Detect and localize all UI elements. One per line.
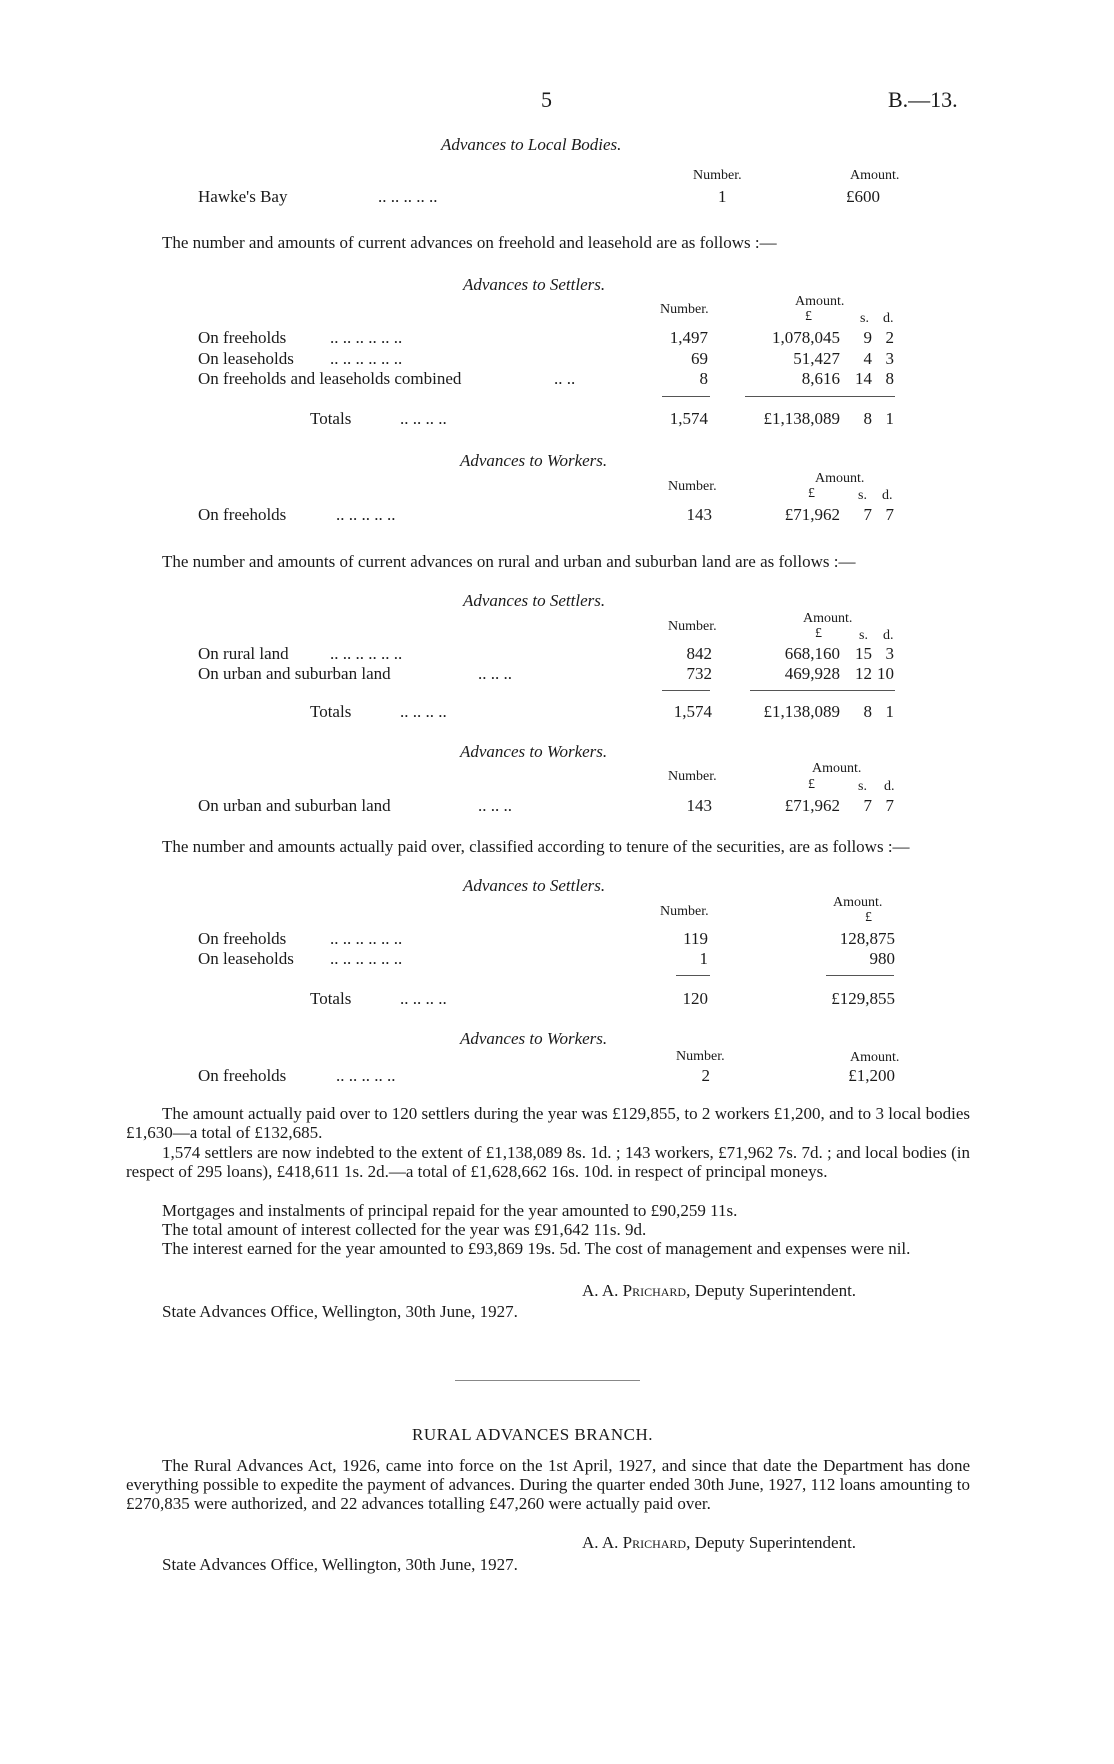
- table-cell-shillings: 7: [863, 796, 872, 815]
- table-cell-number: 1: [699, 949, 708, 968]
- table-cell-number: 69: [691, 349, 708, 368]
- total-rule: [662, 396, 710, 397]
- table-cell-amount: 980: [869, 949, 895, 968]
- table-row-label: On leaseholds: [198, 949, 294, 968]
- table-row-label: On urban and suburban land: [198, 664, 391, 683]
- total-number: 1,574: [669, 409, 708, 428]
- summary-paragraph: 1,574 settlers are now indebted to the extent of £1,138,089 8s. 1d. ; 143 workers, £71,962 7s. 7d. ; and local bodies (in respect of 295 loans), £418,611 1s. 2d.—a total of £1,628,662 16s. 10d. in respect of principal moneys.: [126, 1143, 970, 1181]
- table-row-label: On leaseholds: [198, 349, 294, 368]
- table-row-label: On freeholds: [198, 929, 287, 948]
- col-header-pence: d.: [884, 779, 895, 794]
- total-label: Totals: [310, 409, 352, 428]
- col-header-number: Number.: [668, 479, 717, 494]
- table-cell-number: 143: [686, 796, 712, 815]
- table-row-label: On rural land: [198, 644, 289, 663]
- summary-paragraph: The total amount of interest collected for the year was £91,642 11s. 9d.: [162, 1220, 647, 1239]
- table-cell-shillings: 14: [855, 369, 872, 388]
- table-cell-pounds: £71,962: [784, 796, 840, 815]
- table-cell-amount: £1,200: [848, 1066, 895, 1085]
- table-cell-shillings: 12: [855, 664, 872, 683]
- section-title-local-bodies: Advances to Local Bodies.: [441, 135, 622, 154]
- total-pounds: £1,138,089: [763, 702, 840, 721]
- table-cell-pence: 2: [885, 328, 894, 347]
- section-heading: RURAL ADVANCES BRANCH.: [412, 1425, 654, 1444]
- table-cell-shillings: 15: [855, 644, 872, 663]
- office-line: State Advances Office, Wellington, 30th June, 1927.: [162, 1302, 518, 1321]
- table-cell-shillings: 4: [863, 349, 872, 368]
- table-cell-pounds: 51,427: [793, 349, 840, 368]
- col-header-number: Number.: [668, 619, 717, 634]
- total-shillings: 8: [863, 702, 872, 721]
- total-number: 1,574: [673, 702, 712, 721]
- table-cell-pounds: 668,160: [784, 644, 840, 663]
- table-cell-pounds: 8,616: [801, 369, 840, 388]
- col-header-pence: d.: [882, 488, 893, 503]
- col-header-number: Number.: [676, 1049, 725, 1064]
- office-line: State Advances Office, Wellington, 30th June, 1927.: [162, 1555, 518, 1574]
- row-number: 1: [718, 187, 727, 206]
- summary-paragraph: Mortgages and instalments of principal repaid for the year amounted to £90,259 11s.: [162, 1201, 738, 1220]
- table-row-label: On freeholds: [198, 1066, 287, 1085]
- col-header-pounds: £: [815, 626, 822, 641]
- row-label: Hawke's Bay: [198, 187, 288, 206]
- signatory-name: A. A. Prichard: [582, 1281, 687, 1300]
- intro-paragraph: The number and amounts of current advances on freehold and leasehold are as follows :—: [162, 233, 777, 252]
- col-header-amount: Amount.: [850, 168, 900, 183]
- total-label: Totals: [310, 702, 352, 721]
- table-row-label: On freeholds: [198, 505, 287, 524]
- section-title-workers: Advances to Workers.: [460, 742, 608, 761]
- document-reference: B.—13.: [888, 87, 958, 112]
- table-cell-pence: 3: [885, 644, 894, 663]
- leader-dots: .. .. .. .. .. ..: [330, 929, 403, 948]
- leader-dots: .. .. .. .. .. ..: [330, 349, 403, 368]
- section-title-settlers: Advances to Settlers.: [463, 275, 606, 294]
- leader-dots: .. .. ..: [478, 796, 512, 815]
- intro-paragraph: The number and amounts actually paid over, classified according to tenure of the securities, are as follows :—: [162, 837, 910, 856]
- table-cell-number: 1,497: [669, 328, 708, 347]
- leader-dots: .. .. .. .. ..: [336, 1066, 396, 1085]
- col-header-shillings: s.: [860, 311, 869, 326]
- signatory-name: A. A. Prichard: [582, 1533, 687, 1552]
- col-header-number: Number.: [660, 904, 709, 919]
- table-cell-pence: 8: [885, 369, 894, 388]
- summary-paragraph: The interest earned for the year amounted to £93,869 19s. 5d. The cost of management and expenses were nil.: [162, 1239, 911, 1258]
- col-header-pence: d.: [883, 311, 894, 326]
- leader-dots: .. ..: [554, 369, 576, 388]
- col-header-pounds: £: [808, 777, 815, 792]
- table-row-label: On freeholds: [198, 328, 287, 347]
- signatory-title: , Deputy Superintendent.: [686, 1533, 857, 1552]
- table-cell-shillings: 7: [863, 505, 872, 524]
- total-pence: 1: [885, 409, 894, 428]
- total-rule: [826, 975, 894, 976]
- rural-paragraph: The Rural Advances Act, 1926, came into force on the 1st April, 1927, and since that date the Department has done everything possible to expedite the payment of advances. During the quarter ended 30th June, 1927, 112 loans amounting to £270,835 were authorized, and 22 advances totalling £47,260 were actually paid over.: [126, 1456, 970, 1513]
- leader-dots: .. .. .. .. ..: [378, 187, 438, 206]
- table-cell-pence: 7: [885, 796, 894, 815]
- col-header-number: Number.: [660, 302, 709, 317]
- table-cell-number: 842: [686, 644, 712, 663]
- row-amount: £600: [846, 187, 880, 206]
- table-cell-pounds: 1,078,045: [772, 328, 840, 347]
- section-title-settlers: Advances to Settlers.: [463, 591, 606, 610]
- table-row-label: On urban and suburban land: [198, 796, 391, 815]
- leader-dots: .. .. .. ..: [400, 702, 447, 721]
- table-cell-amount: 128,875: [839, 929, 895, 948]
- total-shillings: 8: [863, 409, 872, 428]
- col-header-shillings: s.: [858, 779, 867, 794]
- total-amount: £129,855: [831, 989, 895, 1008]
- col-header-pounds: £: [808, 486, 815, 501]
- leader-dots: .. .. .. ..: [400, 989, 447, 1008]
- leader-dots: .. .. .. .. ..: [336, 505, 396, 524]
- table-cell-shillings: 9: [863, 328, 872, 347]
- table-row-label: On freeholds and leaseholds combined: [198, 369, 462, 388]
- table-cell-number: 143: [686, 505, 712, 524]
- col-header-amount: Amount.: [850, 1050, 900, 1065]
- col-header-amount: Amount.: [803, 611, 853, 626]
- table-cell-pounds: £71,962: [784, 505, 840, 524]
- section-title-settlers: Advances to Settlers.: [463, 876, 606, 895]
- total-rule: [676, 975, 710, 976]
- total-label: Totals: [310, 989, 352, 1008]
- section-title-workers: Advances to Workers.: [460, 1029, 608, 1048]
- total-rule: [662, 690, 710, 691]
- signature: [582, 1282, 856, 1299]
- leader-dots: .. .. .. ..: [400, 409, 447, 428]
- total-pounds: £1,138,089: [763, 409, 840, 428]
- col-header-amount: Amount.: [795, 294, 845, 309]
- total-rule: [745, 396, 895, 397]
- total-rule: [750, 690, 895, 691]
- table-cell-number: 2: [701, 1066, 710, 1085]
- col-header-shillings: s.: [858, 488, 867, 503]
- col-header-pence: d.: [883, 628, 894, 643]
- col-header-number: Number.: [668, 769, 717, 784]
- section-divider: [455, 1380, 640, 1381]
- table-cell-number: 732: [686, 664, 712, 683]
- table-cell-number: 8: [699, 369, 708, 388]
- col-header-amount: Amount.: [833, 895, 883, 910]
- total-pence: 1: [885, 702, 894, 721]
- total-number: 120: [682, 989, 708, 1008]
- table-cell-pence: 10: [877, 664, 894, 683]
- table-cell-pence: 7: [885, 505, 894, 524]
- col-header-number: Number.: [693, 168, 742, 183]
- col-header-pounds: £: [805, 309, 812, 324]
- signatory-title: , Deputy Superintendent.: [686, 1281, 857, 1300]
- leader-dots: .. .. .. .. .. ..: [330, 328, 403, 347]
- table-cell-pounds: 469,928: [784, 664, 840, 683]
- table-cell-pence: 3: [885, 349, 894, 368]
- leader-dots: .. .. .. .. .. ..: [330, 949, 403, 968]
- col-header-amount: Amount.: [812, 761, 862, 776]
- intro-paragraph: The number and amounts of current advances on rural and urban and suburban land are as follows :—: [162, 552, 856, 571]
- leader-dots: .. .. .. .. .. ..: [330, 644, 403, 663]
- col-header-pounds: £: [865, 910, 872, 925]
- signature: [582, 1534, 856, 1551]
- page-number: 5: [541, 87, 552, 112]
- col-header-shillings: s.: [859, 628, 868, 643]
- col-header-amount: Amount.: [815, 471, 865, 486]
- section-title-workers: Advances to Workers.: [460, 451, 608, 470]
- summary-paragraph: The amount actually paid over to 120 settlers during the year was £129,855, to 2 workers £1,200, and to 3 local bodies £1,630—a total of £132,685.: [126, 1104, 970, 1142]
- leader-dots: .. .. ..: [478, 664, 512, 683]
- table-cell-number: 119: [683, 929, 708, 948]
